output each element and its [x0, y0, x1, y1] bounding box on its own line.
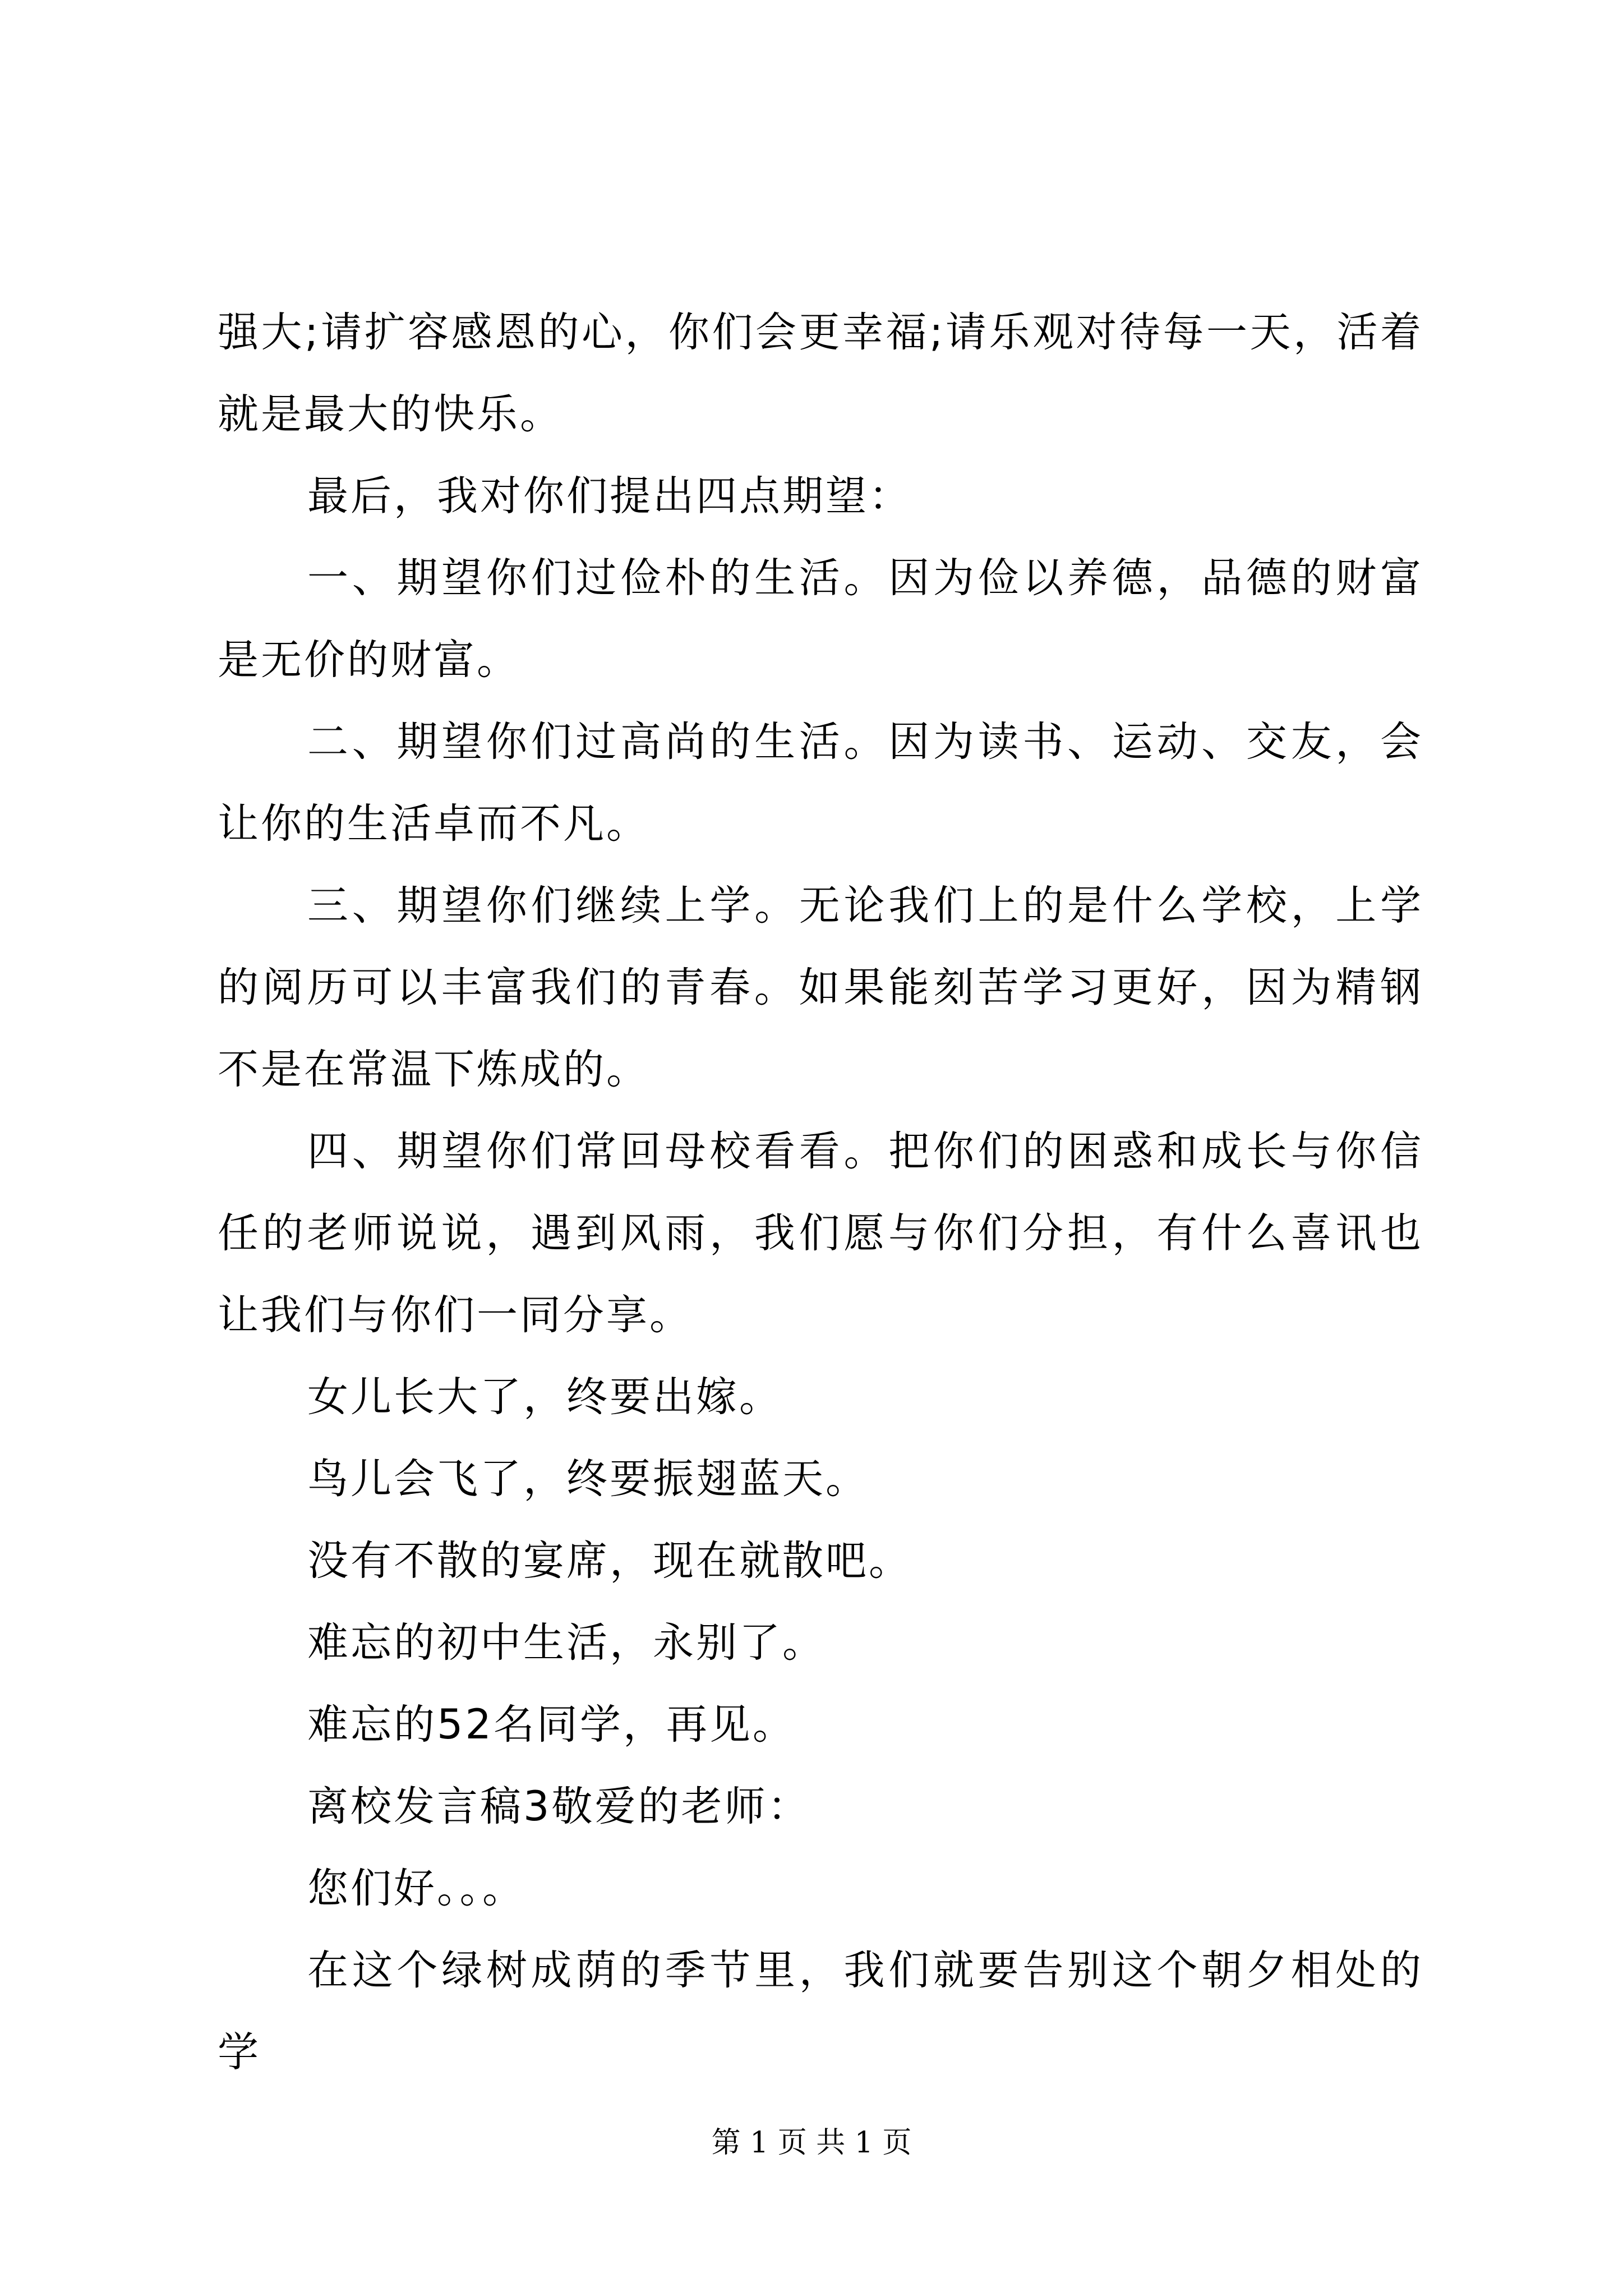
paragraph: 您们好。。。 — [307, 1865, 525, 1912]
page-number-footer: 第 1 页 共 1 页 — [711, 2126, 912, 2160]
document-body — [218, 292, 1423, 2093]
paragraph: 二、期望你们过高尚的生活。因为读书、运动、交友，会让你的生活卓而不凡。 — [218, 718, 1423, 848]
paragraph: 强大;请扩容感恩的心，你们会更幸福;请乐观对待每一天，活着就是最大的快乐。 — [218, 309, 1423, 438]
paragraph: 女儿长大了，终要出嫁。 — [307, 1373, 782, 1421]
paragraph: 难忘的52名同学，再见。 — [307, 1701, 796, 1749]
paragraph: 难忘的初中生活，永别了。 — [307, 1619, 826, 1667]
paragraph: 一、期望你们过俭朴的生活。因为俭以养德，品德的财富是无价的财富。 — [218, 554, 1423, 684]
paragraph: 离校发言稿3敬爱的老师： — [307, 1783, 811, 1830]
paragraph: 三、期望你们继续上学。无论我们上的是什么学校，上学的阅历可以丰富我们的青春。如果能刻苦学习更好，因为精钢不是在常温下炼成的。 — [218, 882, 1423, 1093]
paragraph: 最后，我对你们提出四点期望： — [307, 472, 912, 520]
paragraph: 鸟儿会飞了，终要振翅蓝天。 — [307, 1455, 869, 1503]
paragraph: 没有不散的宴席，现在就散吧。 — [307, 1537, 912, 1585]
paragraph: 在这个绿树成荫的季节里，我们就要告别这个朝夕相处的学 — [218, 1947, 1423, 2076]
paragraph: 四、期望你们常回母校看看。把你们的困惑和成长与你信任的老师说说，遇到风雨，我们愿与你们分担，有什么喜讯也让我们与你们一同分享。 — [218, 1128, 1423, 1339]
